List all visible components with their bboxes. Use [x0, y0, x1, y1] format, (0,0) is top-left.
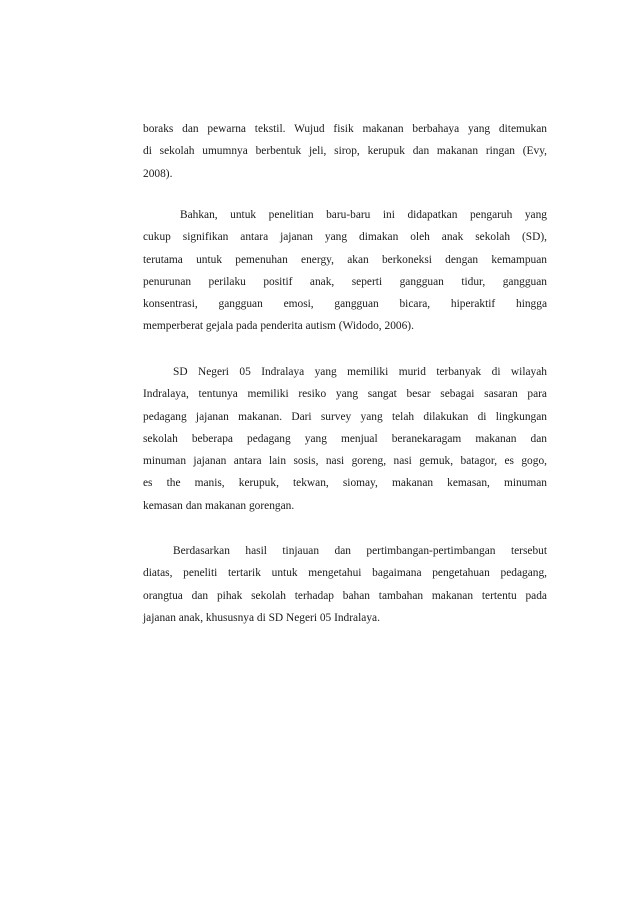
paragraph-line: Berdasarkan hasil tinjauan dan pertimbangan-pertimbangan tersebut — [173, 545, 547, 557]
paragraph-2 — [143, 204, 547, 338]
paragraph-line: konsentrasi, gangguan emosi, gangguan bicara, hiperaktif hingga — [143, 298, 547, 311]
paragraph-line: Bahkan, untuk penelitian baru-baru ini didapatkan pengaruh yang — [180, 209, 547, 221]
paragraph-line: jajanan anak, khususnya di SD Negeri 05 Indralaya. — [143, 611, 380, 624]
paragraph-line: SD Negeri 05 Indralaya yang memiliki murid terbanyak di wilayah — [173, 366, 547, 378]
paragraph-4 — [143, 540, 547, 629]
paragraph-line: memperberat gejala pada penderita autism (Widodo, 2006). — [143, 320, 414, 333]
paragraph-line: 2008). — [143, 167, 173, 180]
paragraph-line: cukup signifikan antara jajanan yang dimakan oleh anak sekolah (SD), — [143, 231, 547, 244]
paragraph-line: di sekolah umumnya berbentuk jeli, sirop, kerupuk dan makanan ringan (Evy, — [143, 145, 547, 158]
paragraph-line: kemasan dan makanan gorengan. — [143, 499, 295, 512]
paragraph-line: es the manis, kerupuk, tekwan, siomay, makanan kemasan, minuman — [143, 477, 547, 490]
paragraph-line: boraks dan pewarna tekstil. Wujud fisik makanan berbahaya yang ditemukan — [143, 123, 547, 135]
paragraph-line: sekolah beberapa pedagang yang menjual beranekaragam makanan dan — [143, 432, 547, 445]
paragraph-line: pedagang jajanan makanan. Dari survey yang telah dilakukan di lingkungan — [143, 410, 547, 423]
paragraph-1 — [143, 118, 547, 185]
paragraph-line: penurunan perilaku positif anak, seperti gangguan tidur, gangguan — [143, 275, 547, 288]
paragraph-line: Indralaya, tentunya memiliki resiko yang sangat besar sebagai sasaran para — [143, 388, 547, 401]
paragraph-line: orangtua dan pihak sekolah terhadap bahan tambahan makanan tertentu pada — [143, 589, 547, 602]
paragraph-line: minuman jajanan antara lain sosis, nasi goreng, nasi gemuk, batagor, es gogo, — [143, 455, 547, 468]
paragraph-3 — [143, 361, 547, 517]
paragraph-line: terutama untuk pemenuhan energy, akan berkoneksi dengan kemampuan — [143, 253, 547, 266]
paragraph-line: diatas, peneliti tertarik untuk mengetahui bagaimana pengetahuan pedagang, — [143, 567, 547, 580]
